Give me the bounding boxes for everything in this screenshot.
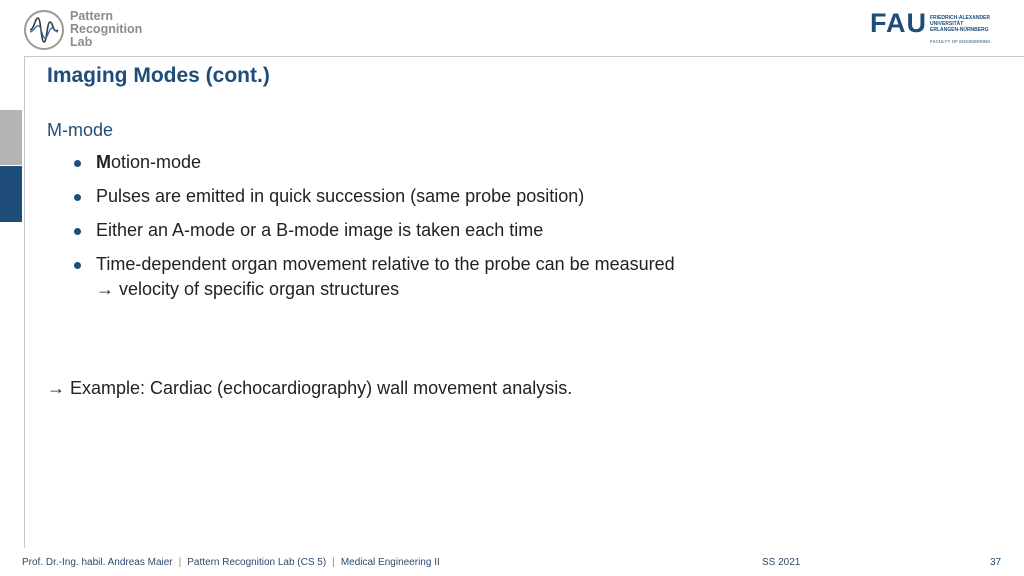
footer-course: Medical Engineering II	[340, 557, 440, 568]
example-note: → Example: Cardiac (echocardiography) wall movement analysis.	[47, 378, 573, 398]
waveform-icon	[28, 14, 60, 46]
lab-name	[70, 10, 180, 49]
fau-logo	[870, 9, 1000, 47]
bullet-item	[74, 151, 974, 174]
footer-author: Prof. Dr.-Ing. habil. Andreas Maier	[22, 557, 173, 568]
bullet-text: Time-dependent organ movement relative to the probe can be measured	[96, 254, 675, 274]
bullet-icon	[74, 228, 81, 235]
bullet-bold-prefix: M	[96, 152, 111, 172]
lab-name-line1: Pattern	[70, 9, 114, 23]
footer-separator: |	[332, 557, 335, 568]
fau-line2: UNIVERSITÄT	[930, 21, 964, 27]
section-heading: M-mode	[47, 120, 114, 140]
fau-mark: FAU	[870, 8, 927, 38]
bullet-text: otion-mode	[111, 152, 202, 172]
lab-name-line2: Recognition	[70, 22, 143, 36]
bullet-item	[74, 253, 974, 303]
bullet-icon	[74, 160, 81, 167]
footer-credits	[22, 557, 440, 568]
footer-term: SS 2021	[762, 557, 801, 568]
bullet-list	[74, 151, 974, 314]
fau-university-name	[930, 15, 1000, 33]
slide-header	[0, 0, 1024, 56]
slide-footer	[0, 552, 1024, 576]
bullet-text: Pulses are emitted in quick succession (same probe position)	[96, 186, 585, 206]
bullet-item	[74, 185, 974, 208]
pattern-recognition-lab-logo	[24, 10, 64, 50]
footer-lab: Pattern Recognition Lab (CS 5)	[187, 557, 327, 568]
bullet-subtext: → velocity of specific organ structures	[96, 279, 400, 299]
fau-line3: ERLANGEN-NÜRNBERG	[930, 27, 989, 33]
section-marker-previous	[0, 110, 22, 165]
section-marker-current	[0, 166, 22, 222]
bullet-item	[74, 219, 974, 242]
bullet-text: Either an A-mode or a B-mode image is taken each time	[96, 220, 544, 240]
footer-separator: |	[178, 557, 182, 568]
slide-title: Imaging Modes (cont.)	[47, 64, 270, 87]
bullet-icon	[74, 194, 81, 201]
fau-faculty: FACULTY OF ENGINEERING	[930, 39, 991, 44]
lab-name-line3: Lab	[70, 35, 93, 49]
page-number: 37	[990, 557, 1002, 568]
fau-line1: FRIEDRICH-ALEXANDER	[930, 15, 990, 21]
bullet-icon	[74, 262, 81, 269]
